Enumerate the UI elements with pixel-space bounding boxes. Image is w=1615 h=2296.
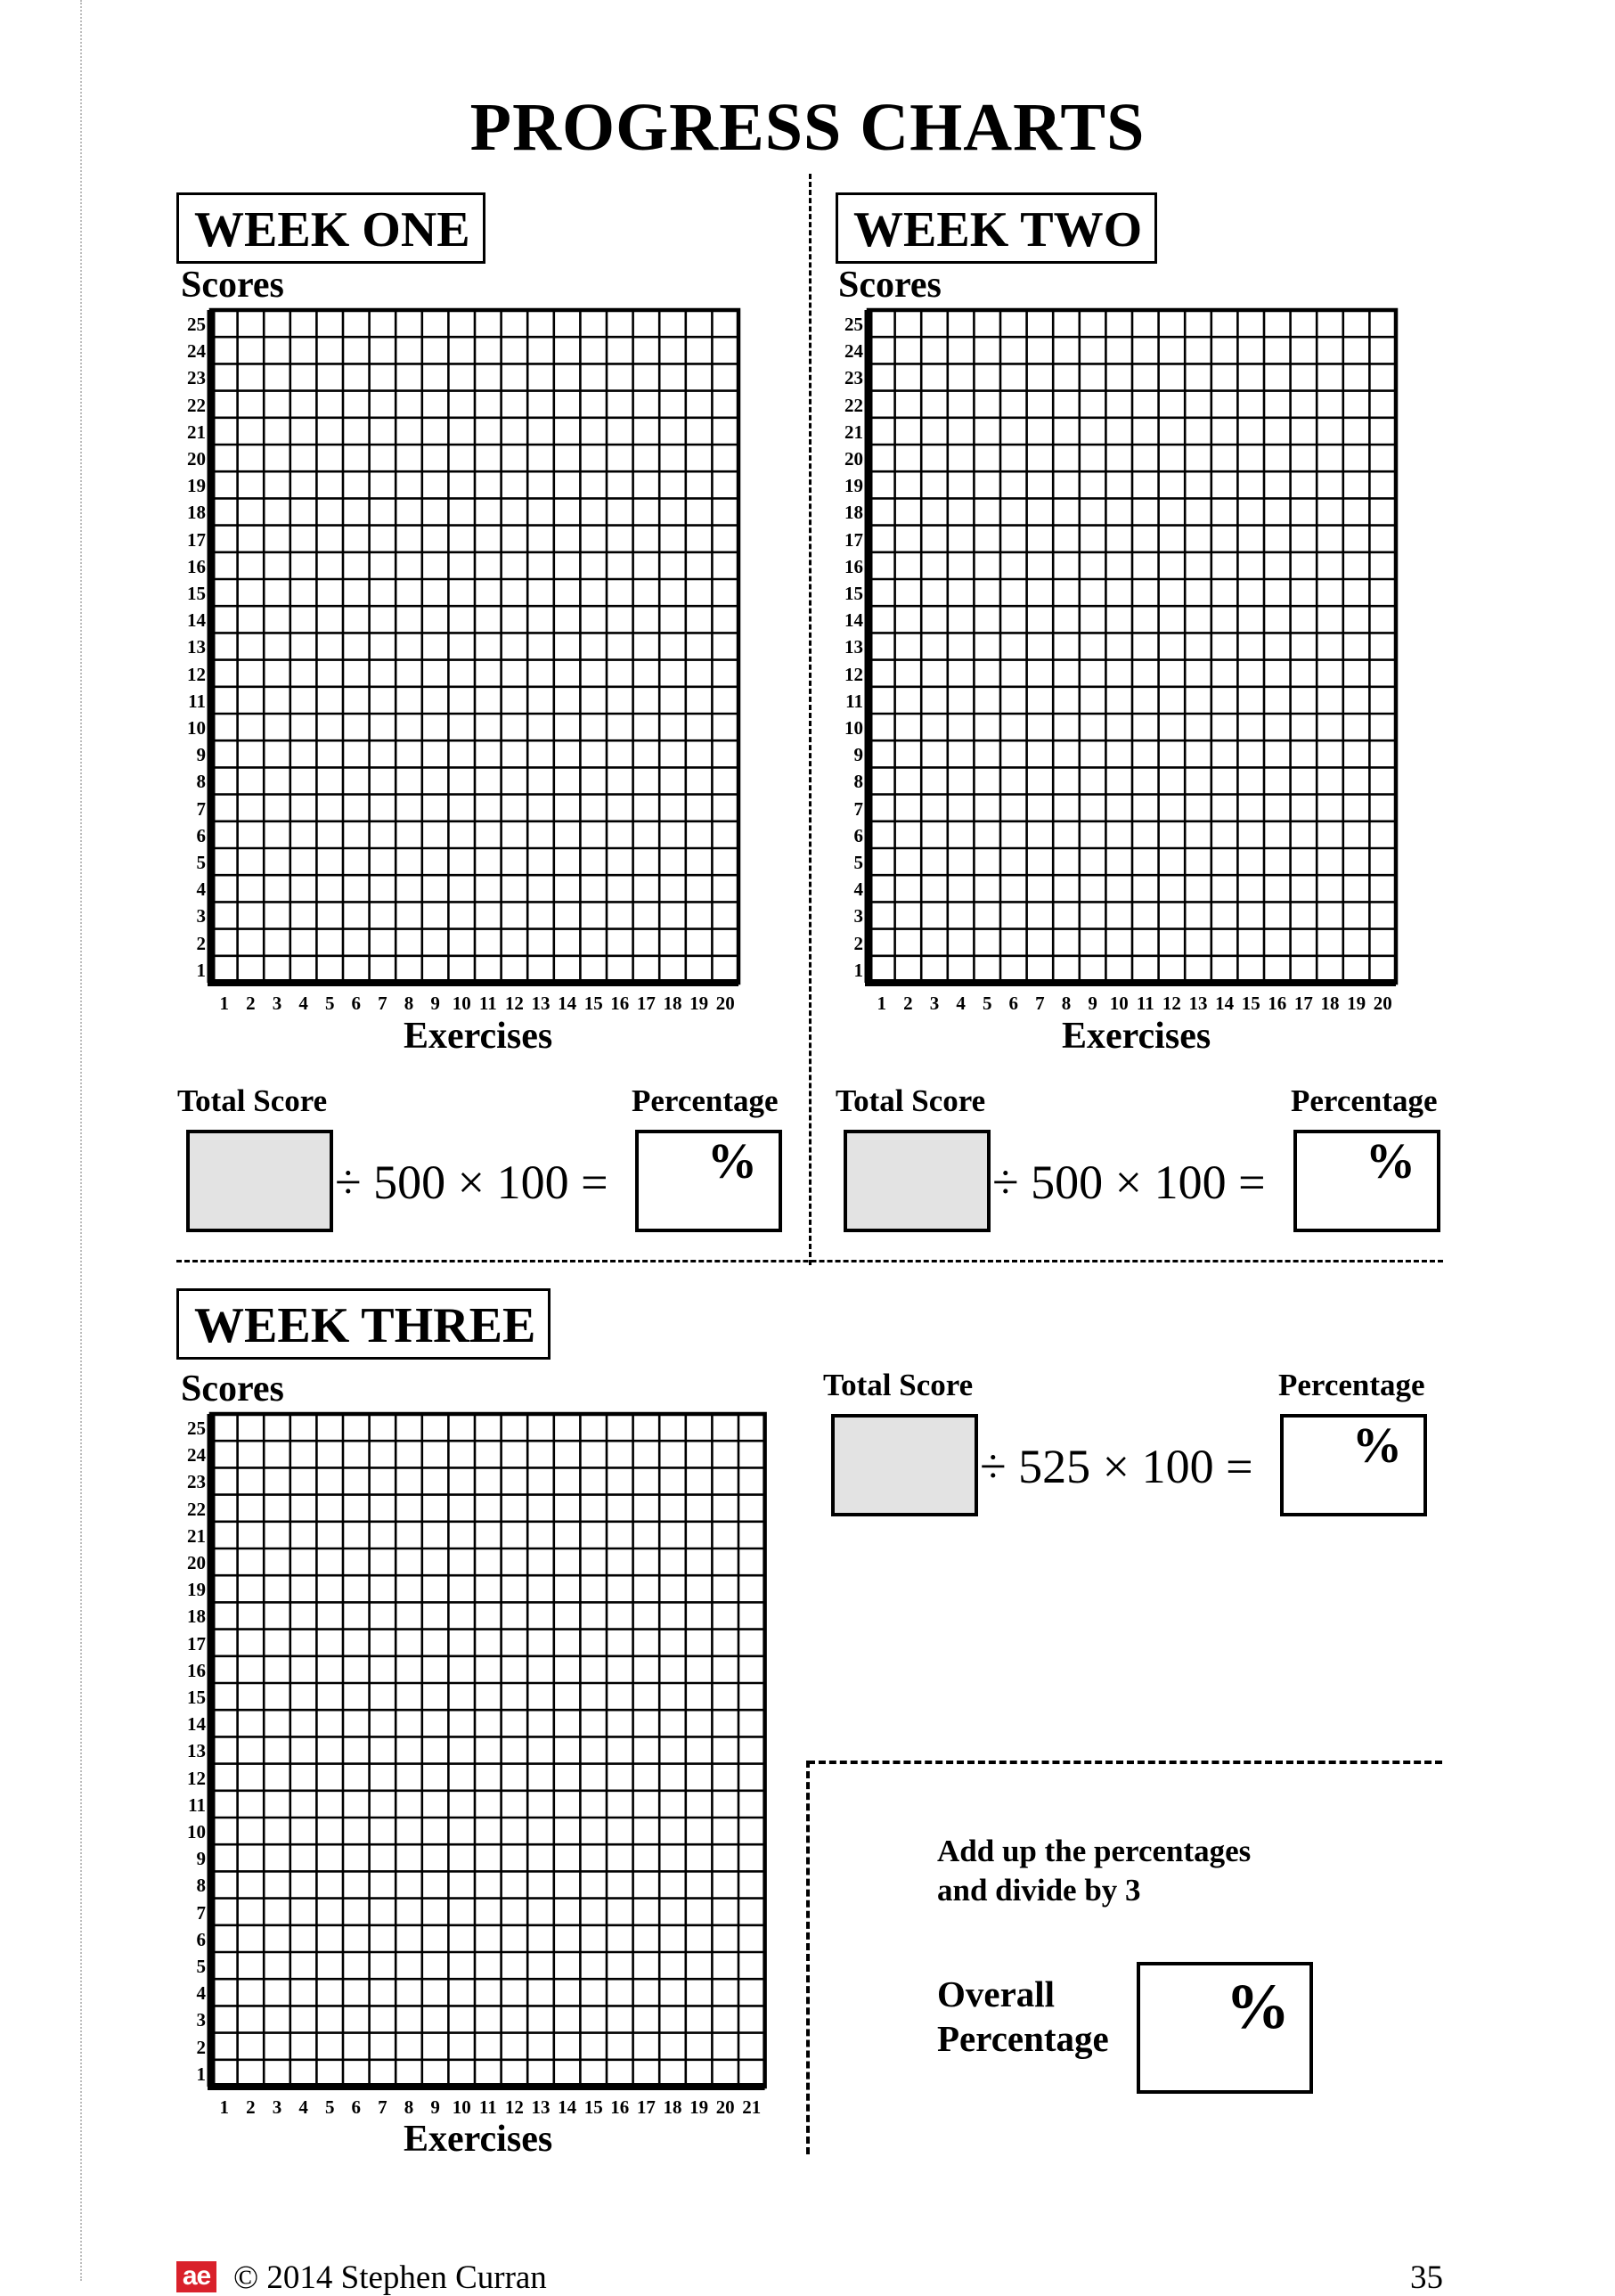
week-three-percent-sign: % xyxy=(1352,1418,1402,1474)
x-tick-label: 9 xyxy=(430,993,440,1014)
y-tick-label: 3 xyxy=(853,905,863,927)
y-tick-label: 4 xyxy=(196,878,206,901)
grid-svg[interactable] xyxy=(211,310,742,1018)
x-tick-label: 11 xyxy=(478,2096,497,2118)
y-tick-label: 2 xyxy=(196,932,206,954)
week-three-y-axis-label: Scores xyxy=(181,1369,284,1409)
x-tick-label: 1 xyxy=(877,993,887,1014)
y-tick-label: 23 xyxy=(187,367,206,389)
horizontal-separator xyxy=(176,1260,1443,1262)
x-tick-label: 1 xyxy=(219,2096,230,2118)
grid-svg[interactable] xyxy=(211,1414,769,2122)
x-tick-label: 9 xyxy=(430,2096,440,2118)
y-tick-label: 2 xyxy=(196,2036,206,2058)
x-tick-label: 8 xyxy=(404,2096,414,2118)
y-tick-label: 9 xyxy=(196,744,206,766)
week-three-percentage-box[interactable] xyxy=(1280,1414,1427,1516)
x-tick-label: 18 xyxy=(663,993,682,1014)
y-tick-label: 11 xyxy=(188,690,206,712)
y-tick-label: 16 xyxy=(187,1659,206,1681)
y-tick-label: 17 xyxy=(187,1632,206,1655)
y-tick-label: 11 xyxy=(845,690,863,712)
y-tick-label: 5 xyxy=(196,852,206,873)
overall-section-top-border xyxy=(808,1761,1442,1764)
y-tick-label: 8 xyxy=(853,771,863,793)
week-two-total-score-box[interactable] xyxy=(844,1130,991,1232)
x-tick-label: 20 xyxy=(1373,993,1392,1014)
x-tick-label: 10 xyxy=(1109,993,1129,1014)
x-tick-label: 4 xyxy=(956,993,966,1014)
week-one-percentage-label: Percentage xyxy=(632,1083,779,1118)
y-tick-label: 12 xyxy=(187,663,206,685)
x-tick-label: 8 xyxy=(404,993,414,1014)
x-tick-label: 14 xyxy=(1215,993,1235,1014)
y-tick-label: 21 xyxy=(187,421,206,443)
y-tick-label: 13 xyxy=(844,636,863,658)
week-two-percent-sign: % xyxy=(1366,1134,1415,1189)
y-tick-label: 10 xyxy=(187,1821,206,1843)
x-tick-label: 8 xyxy=(1061,993,1072,1014)
x-tick-label: 18 xyxy=(663,2096,682,2118)
y-tick-label: 7 xyxy=(196,1901,206,1924)
x-tick-label: 14 xyxy=(558,993,577,1014)
x-tick-label: 2 xyxy=(246,2096,256,2118)
x-tick-label: 7 xyxy=(378,993,387,1014)
y-tick-label: 22 xyxy=(187,394,206,416)
y-tick-label: 10 xyxy=(844,717,863,739)
y-tick-label: 21 xyxy=(844,421,863,443)
y-tick-label: 23 xyxy=(187,1471,206,1493)
y-tick-label: 20 xyxy=(187,1552,206,1573)
x-tick-label: 16 xyxy=(610,993,630,1014)
x-tick-label: 12 xyxy=(1162,993,1181,1014)
week-one-percentage-box[interactable] xyxy=(635,1130,782,1232)
x-tick-label: 20 xyxy=(715,2096,735,2118)
y-tick-label: 25 xyxy=(187,314,206,335)
grid-lines xyxy=(211,310,738,983)
y-tick-label: 3 xyxy=(196,905,206,927)
x-tick-label: 15 xyxy=(583,993,603,1014)
overall-percentage-box[interactable] xyxy=(1137,1962,1313,2094)
y-tick-label: 6 xyxy=(196,1928,206,1950)
y-tick-label: 22 xyxy=(187,1498,206,1520)
y-tick-label: 22 xyxy=(844,394,863,416)
week-three-total-score-label: Total Score xyxy=(823,1368,974,1402)
x-tick-label: 3 xyxy=(272,2096,282,2118)
y-tick-label: 1 xyxy=(196,2063,206,2085)
overall-percent-sign: % xyxy=(1226,1971,1290,2042)
y-tick-label: 5 xyxy=(196,1956,206,1977)
y-tick-label: 6 xyxy=(196,824,206,846)
vertical-separator-top xyxy=(809,174,812,1265)
y-tick-label: 19 xyxy=(187,475,206,497)
x-tick-label: 16 xyxy=(610,2096,630,2118)
y-tick-label: 1 xyxy=(853,959,863,981)
y-tick-label: 16 xyxy=(187,555,206,577)
x-tick-label: 2 xyxy=(903,993,913,1014)
week-three-percentage-label: Percentage xyxy=(1278,1368,1425,1402)
x-tick-label: 9 xyxy=(1088,993,1097,1014)
y-tick-label: 1 xyxy=(196,959,206,981)
page-number: 35 xyxy=(1410,2259,1443,2296)
x-tick-label: 20 xyxy=(715,993,735,1014)
y-tick-label: 14 xyxy=(187,1713,206,1736)
y-tick-label: 24 xyxy=(844,340,863,363)
x-tick-label: 19 xyxy=(689,2096,709,2118)
x-tick-label: 17 xyxy=(636,993,656,1014)
week-three-score-grid[interactable] xyxy=(187,1414,769,2122)
x-tick-labels xyxy=(220,2096,762,2118)
y-tick-label: 19 xyxy=(187,1579,206,1601)
page-title: PROGRESS CHARTS xyxy=(469,90,1146,165)
y-tick-label: 7 xyxy=(196,797,206,820)
y-tick-label: 20 xyxy=(844,448,863,470)
y-tick-label: 3 xyxy=(196,2009,206,2031)
x-tick-label: 1 xyxy=(219,993,230,1014)
x-tick-label: 5 xyxy=(982,993,992,1014)
y-tick-label: 8 xyxy=(196,1875,206,1897)
x-tick-labels xyxy=(877,993,1392,1014)
week-two-percentage-box[interactable] xyxy=(1293,1130,1440,1232)
x-tick-label: 6 xyxy=(351,2096,362,2118)
y-tick-label: 13 xyxy=(187,1740,206,1762)
y-tick-label: 17 xyxy=(187,528,206,551)
y-tick-label: 5 xyxy=(853,852,863,873)
y-tick-label: 10 xyxy=(187,717,206,739)
grid-border xyxy=(211,1414,765,2087)
week-one-y-axis-label: Scores xyxy=(181,265,284,306)
x-tick-label: 15 xyxy=(583,2096,603,2118)
x-tick-label: 3 xyxy=(929,993,940,1014)
x-tick-label: 19 xyxy=(689,993,709,1014)
week-one-score-grid[interactable] xyxy=(187,310,742,1018)
y-tick-label: 23 xyxy=(844,367,863,389)
x-tick-label: 17 xyxy=(636,2096,656,2118)
y-tick-label: 11 xyxy=(188,1793,206,1816)
overall-instruction-line-2: and divide by 3 xyxy=(937,1873,1141,1908)
x-tick-label: 14 xyxy=(558,2096,577,2118)
week-two-percentage-label: Percentage xyxy=(1291,1083,1438,1118)
x-tick-label: 7 xyxy=(378,2096,387,2118)
y-tick-label: 15 xyxy=(187,583,206,604)
overall-instruction-line-1: Add up the percentages xyxy=(937,1834,1252,1868)
x-tick-label: 10 xyxy=(452,993,471,1014)
week-one-total-score-box[interactable] xyxy=(186,1130,333,1232)
x-tick-label: 4 xyxy=(298,2096,308,2118)
x-tick-label: 12 xyxy=(504,993,524,1014)
y-tick-label: 7 xyxy=(853,797,863,820)
week-three-heading: WEEK THREE xyxy=(176,1288,551,1360)
x-tick-label: 3 xyxy=(272,993,282,1014)
week-two-x-axis-label: Exercises xyxy=(1062,1016,1211,1057)
publisher-logo: ae xyxy=(176,2261,216,2292)
x-tick-label: 19 xyxy=(1347,993,1366,1014)
y-tick-label: 15 xyxy=(844,583,863,604)
week-three-formula: ÷ 525 × 100 = xyxy=(980,1440,1253,1493)
week-two-total-score-label: Total Score xyxy=(836,1083,986,1118)
x-tick-label: 6 xyxy=(1008,993,1019,1014)
x-tick-label: 11 xyxy=(478,993,497,1014)
x-tick-label: 4 xyxy=(298,993,308,1014)
y-tick-label: 14 xyxy=(844,609,863,632)
y-tick-label: 19 xyxy=(844,475,863,497)
x-tick-label: 6 xyxy=(351,993,362,1014)
week-two-formula: ÷ 500 × 100 = xyxy=(992,1156,1266,1209)
x-tick-label: 5 xyxy=(324,993,335,1014)
y-tick-label: 18 xyxy=(187,502,206,524)
y-tick-label: 24 xyxy=(187,1444,206,1467)
overall-section-left-border xyxy=(806,1761,810,2154)
week-three-x-axis-label: Exercises xyxy=(404,2119,553,2160)
y-tick-label: 16 xyxy=(844,555,863,577)
x-tick-label: 12 xyxy=(504,2096,524,2118)
y-tick-label: 17 xyxy=(844,528,863,551)
week-two-y-axis-label: Scores xyxy=(838,265,942,306)
y-tick-label: 4 xyxy=(196,1982,206,2005)
week-one-formula: ÷ 500 × 100 = xyxy=(335,1156,608,1209)
grid-lines xyxy=(869,310,1396,983)
overall-label-line-2: Percentage xyxy=(937,2018,1109,2059)
y-tick-label: 12 xyxy=(187,1767,206,1789)
y-tick-label: 2 xyxy=(853,932,863,954)
week-one-heading: WEEK ONE xyxy=(176,192,485,264)
week-two-heading: WEEK TWO xyxy=(836,192,1157,264)
y-tick-label: 12 xyxy=(844,663,863,685)
x-tick-label: 2 xyxy=(246,993,256,1014)
x-tick-label: 15 xyxy=(1241,993,1260,1014)
y-tick-label: 24 xyxy=(187,340,206,363)
x-tick-label: 5 xyxy=(324,2096,335,2118)
y-tick-label: 25 xyxy=(187,1418,206,1439)
week-two-score-grid[interactable] xyxy=(844,310,1399,1018)
grid-lines xyxy=(211,1414,765,2087)
y-tick-label: 25 xyxy=(844,314,863,335)
copyright-text: © 2014 Stephen Curran xyxy=(233,2259,547,2296)
y-tick-label: 13 xyxy=(187,636,206,658)
x-tick-label: 11 xyxy=(1136,993,1154,1014)
x-tick-label: 10 xyxy=(452,2096,471,2118)
y-tick-label: 21 xyxy=(187,1524,206,1547)
x-tick-label: 18 xyxy=(1320,993,1340,1014)
week-one-x-axis-label: Exercises xyxy=(404,1016,553,1057)
x-tick-labels xyxy=(220,993,735,1014)
week-one-percent-sign: % xyxy=(707,1134,757,1189)
grid-svg[interactable] xyxy=(869,310,1399,1018)
y-tick-label: 18 xyxy=(844,502,863,524)
x-tick-label: 17 xyxy=(1293,993,1313,1014)
x-tick-label: 16 xyxy=(1268,993,1287,1014)
y-tick-label: 8 xyxy=(196,771,206,793)
page-margin-line xyxy=(80,0,82,2281)
y-tick-label: 14 xyxy=(187,609,206,632)
x-tick-label: 7 xyxy=(1035,993,1045,1014)
x-tick-label: 13 xyxy=(1188,993,1208,1014)
y-tick-label: 15 xyxy=(187,1687,206,1708)
y-tick-label: 18 xyxy=(187,1606,206,1628)
y-tick-label: 20 xyxy=(187,448,206,470)
y-tick-label: 9 xyxy=(196,1848,206,1870)
y-tick-label: 6 xyxy=(853,824,863,846)
y-tick-label: 4 xyxy=(853,878,863,901)
overall-label-line-1: Overall xyxy=(937,1973,1056,2014)
x-tick-label: 21 xyxy=(742,2096,762,2118)
week-one-total-score-label: Total Score xyxy=(177,1083,328,1118)
y-tick-label: 9 xyxy=(853,744,863,766)
x-tick-label: 13 xyxy=(531,993,551,1014)
week-three-total-score-box[interactable] xyxy=(831,1414,978,1516)
x-tick-label: 13 xyxy=(531,2096,551,2118)
